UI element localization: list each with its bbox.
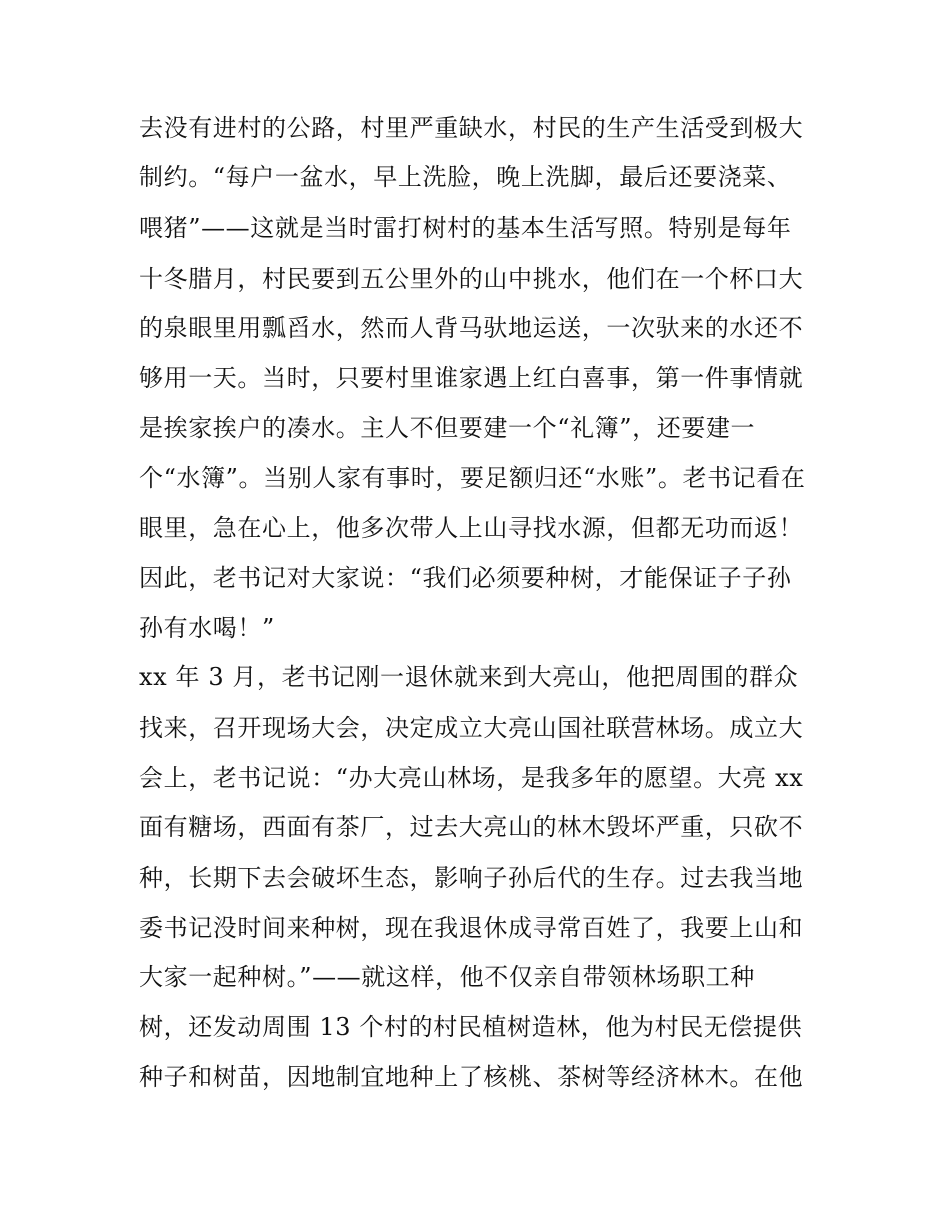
paragraph-line: 面有糖场，西面有茶厂，过去大亮山的林木毁坏严重，只砍不: [139, 813, 804, 841]
paragraph-line: 的泉眼里用瓢舀水，然而人背马驮地运送，一次驮来的水还不: [139, 314, 804, 342]
paragraph-line: 制约。“每户一盆水，早上洗脸，晚上洗脚，最后还要浇菜、: [139, 163, 792, 191]
paragraph-line: 会上，老书记说：“办大亮山林场，是我多年的愿望。大亮 xx: [139, 764, 804, 792]
paragraph-line: 找来，召开现场大会，决定成立大亮山国社联营林场。成立大: [139, 714, 804, 742]
paragraph-line: 大家一起种树。”——就这样，他不仅亲自带领林场职工种: [139, 963, 755, 991]
paragraph-line: 个“水簿”。当别人家有事时，要足额归还“水账”。老书记看在: [139, 464, 806, 492]
paragraph-line: 是挨家挨户的凑水。主人不但要建一个“礼簿”，还要建一: [139, 414, 756, 442]
paragraph-line: 种子和树苗，因地制宜地种上了核桃、茶树等经济林木。在他: [139, 1063, 804, 1091]
paragraph-line: 眼里，急在心上，他多次带人上山寻找水源，但都无功而返！: [139, 514, 804, 542]
paragraph-line: xx 年 3 月，老书记刚一退休就来到大亮山，他把周围的群众: [139, 663, 799, 691]
paragraph-line: 十冬腊月，村民要到五公里外的山中挑水，他们在一个杯口大: [139, 265, 804, 293]
paragraph-line: 喂猪”——这就是当时雷打树村的基本生活写照。特别是每年: [139, 214, 792, 242]
paragraph-line: 够用一天。当时，只要村里谁家遇上红白喜事，第一件事情就: [139, 364, 804, 392]
paragraph-line: 树，还发动周围 13 个村的村民植树造林，他为村民无偿提供: [139, 1013, 803, 1041]
paragraph-line: 孙有水喝！”: [139, 614, 275, 642]
paragraph-line: 种，长期下去会破坏生态，影响子孙后代的生存。过去我当地: [139, 864, 804, 892]
paragraph-line: 去没有进村的公路，村里严重缺水，村民的生产生活受到极大: [139, 114, 804, 142]
paragraph-line: 委书记没时间来种树，现在我退休成寻常百姓了，我要上山和: [139, 914, 804, 942]
paragraph-line: 因此，老书记对大家说：“我们必须要种树，才能保证子子孙: [139, 564, 792, 592]
